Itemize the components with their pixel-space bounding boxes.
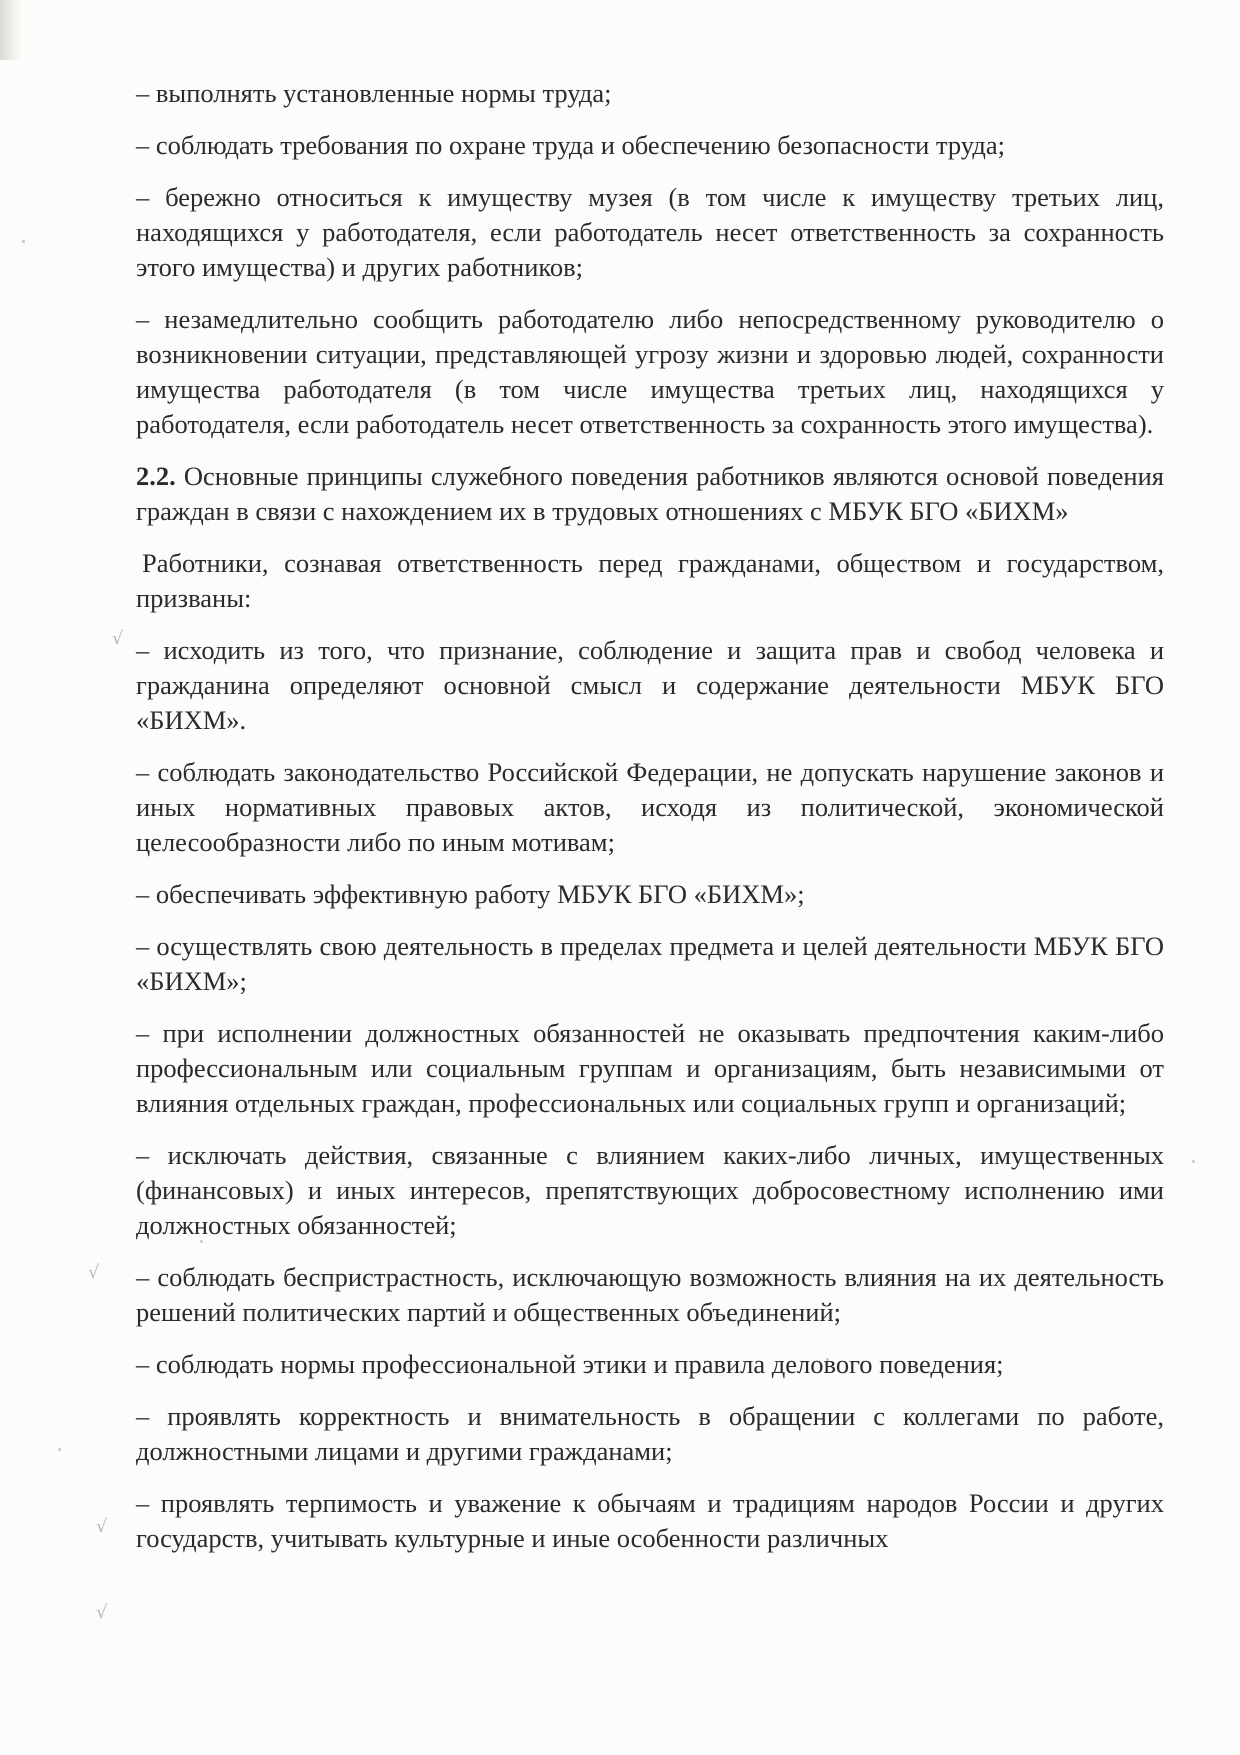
scan-speck — [22, 240, 25, 243]
scan-corner-shadow — [0, 0, 22, 60]
list-item-impartiality: – соблюдать беспристрастность, исключающую возможность влияния на их деятельность решений политических партий и общественных объединений; — [136, 1262, 1164, 1327]
scan-speck — [58, 1448, 61, 1451]
list-item-exclude-interests: – исключать действия, связанные с влиянием каких-либо личных, имущественных (финансовых) и иных интересов, препятствующих добросовестному исполнению ими должностных обязанностей; — [136, 1140, 1164, 1240]
margin-tick-mark: √ — [88, 1262, 100, 1283]
list-item-no-preference: – при исполнении должностных обязанностей не оказывать предпочтения каким-либо профессиональным или социальным группам и организациям, быть независимыми от влияния отдельных граждан, профессиональных или социальных групп и организаций; — [136, 1018, 1164, 1118]
list-item-human-rights: – исходить из того, что признание, соблюдение и защита прав и свобод человека и гражданина определяют основной смысл и содержание деятельности МБУК БГО «БИХМ». — [136, 635, 1164, 735]
list-item-effective-work: – обеспечивать эффективную работу МБУК БГО «БИХМ»; — [136, 879, 805, 909]
section-number: 2.2. — [136, 461, 176, 491]
scan-speck — [1192, 1160, 1195, 1163]
section-2-2-principles: 2.2. Основные принципы служебного поведения работников являются основой поведения граждан в связи с нахождением их в трудовых отношениях с МБУК БГО «БИХМ» — [136, 461, 1164, 526]
list-item-correctness: – проявлять корректность и внимательность в обращении с коллегами по работе, должностными лицами и другими гражданами; — [136, 1401, 1164, 1466]
list-item-activity-scope: – осуществлять свою деятельность в пределах предмета и целей деятельности МБУК БГО «БИХМ»; — [136, 931, 1164, 996]
employees-intro: Работники, сознавая ответственность перед гражданами, обществом и государством, призваны: — [136, 548, 1164, 613]
list-item-professional-ethics: – соблюдать нормы профессиональной этики и правила делового поведения; — [136, 1349, 1004, 1379]
margin-tick-mark: √ — [96, 1602, 108, 1623]
margin-tick-mark: √ — [96, 1516, 108, 1537]
document-body — [136, 76, 1164, 1573]
list-item-report-threat: – незамедлительно сообщить работодателю либо непосредственному руководителю о возникновении ситуации, представляющей угрозу жизни и здоровью людей, сохранности имущества работодателя (в том числе имущества третьих лиц, находящихся у работодателя, если работодатель несет ответственность за сохранность этого имущества). — [136, 304, 1164, 439]
list-item-museum-property: – бережно относиться к имуществу музея (в том числе к имуществу третьих лиц, находящихся у работодателя, если работодатель несет ответственность за сохранность этого имущества) и других работников; — [136, 182, 1164, 282]
list-item-labor-safety: – соблюдать требования по охране труда и обеспечению безопасности труда; — [136, 130, 1005, 160]
list-item-legislation: – соблюдать законодательство Российской Федерации, не допускать нарушение законов и иных нормативных правовых актов, исходя из политической, экономической целесообразности либо по иным мотивам; — [136, 757, 1164, 857]
margin-tick-mark: √ — [112, 628, 124, 649]
list-item-tolerance: – проявлять терпимость и уважение к обычаям и традициям народов России и других государств, учитывать культурные и иные особенности различных — [136, 1488, 1164, 1553]
list-item-labor-norms: – выполнять установленные нормы труда; — [136, 78, 612, 108]
